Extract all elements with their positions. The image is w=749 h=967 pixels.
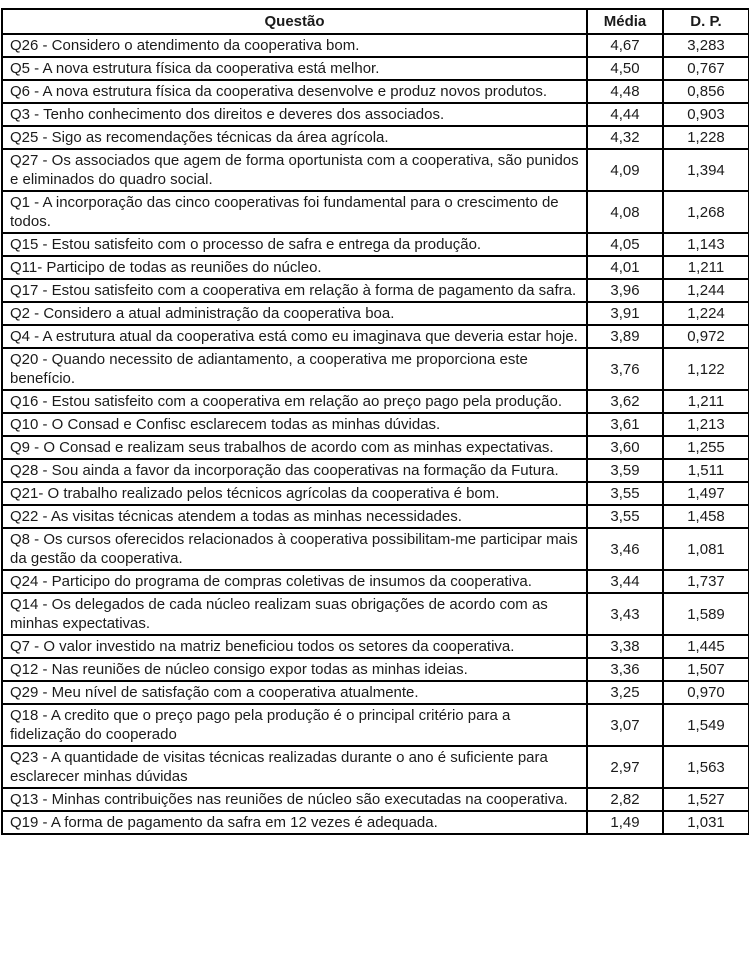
cell-dp: 1,511 <box>663 459 749 482</box>
cell-question: Q11- Participo de todas as reuniões do núcleo. <box>2 256 587 279</box>
cell-media: 3,91 <box>587 302 663 325</box>
cell-question: Q25 - Sigo as recomendações técnicas da área agrícola. <box>2 126 587 149</box>
cell-dp: 0,970 <box>663 681 749 704</box>
cell-dp: 1,458 <box>663 505 749 528</box>
cell-dp: 1,445 <box>663 635 749 658</box>
cell-question: Q23 - A quantidade de visitas técnicas realizadas durante o ano é suficiente para esclarecer minhas dúvidas <box>2 746 587 788</box>
table-row <box>2 505 749 528</box>
cell-dp: 1,497 <box>663 482 749 505</box>
cell-media: 3,36 <box>587 658 663 681</box>
cell-dp: 3,283 <box>663 34 749 57</box>
cell-media: 4,44 <box>587 103 663 126</box>
table-row <box>2 482 749 505</box>
cell-question: Q5 - A nova estrutura física da cooperativa está melhor. <box>2 57 587 80</box>
cell-question: Q2 - Considero a atual administração da cooperativa boa. <box>2 302 587 325</box>
table-row <box>2 348 749 390</box>
cell-media: 4,67 <box>587 34 663 57</box>
table-row <box>2 459 749 482</box>
table-row <box>2 658 749 681</box>
cell-question: Q18 - A credito que o preço pago pela produção é o principal critério para a fidelização do cooperado <box>2 704 587 746</box>
cell-dp: 1,211 <box>663 256 749 279</box>
column-header-media: Média <box>587 9 663 34</box>
cell-media: 3,76 <box>587 348 663 390</box>
table-row <box>2 302 749 325</box>
cell-question: Q19 - A forma de pagamento da safra em 12 vezes é adequada. <box>2 811 587 834</box>
cell-media: 3,25 <box>587 681 663 704</box>
cell-question: Q8 - Os cursos oferecidos relacionados à cooperativa possibilitam-me participar mais da gestão da cooperativa. <box>2 528 587 570</box>
table-row <box>2 681 749 704</box>
cell-question: Q22 - As visitas técnicas atendem a todas as minhas necessidades. <box>2 505 587 528</box>
table-row <box>2 325 749 348</box>
survey-stats-table <box>1 8 749 835</box>
cell-media: 4,05 <box>587 233 663 256</box>
column-header-dp: D. P. <box>663 9 749 34</box>
cell-question: Q6 - A nova estrutura física da cooperativa desenvolve e produz novos produtos. <box>2 80 587 103</box>
cell-question: Q27 - Os associados que agem de forma oportunista com a cooperativa, são punidos e eliminados do quadro social. <box>2 149 587 191</box>
cell-dp: 1,527 <box>663 788 749 811</box>
cell-question: Q17 - Estou satisfeito com a cooperativa em relação à forma de pagamento da safra. <box>2 279 587 302</box>
cell-question: Q9 - O Consad e realizam seus trabalhos de acordo com as minhas expectativas. <box>2 436 587 459</box>
cell-media: 3,38 <box>587 635 663 658</box>
cell-media: 3,96 <box>587 279 663 302</box>
cell-dp: 1,228 <box>663 126 749 149</box>
table-row <box>2 788 749 811</box>
cell-media: 4,32 <box>587 126 663 149</box>
cell-question: Q4 - A estrutura atual da cooperativa está como eu imaginava que deveria estar hoje. <box>2 325 587 348</box>
table-row <box>2 256 749 279</box>
table-row <box>2 746 749 788</box>
cell-question: Q10 - O Consad e Confisc esclarecem todas as minhas dúvidas. <box>2 413 587 436</box>
table-row <box>2 811 749 834</box>
table-row <box>2 528 749 570</box>
cell-media: 2,97 <box>587 746 663 788</box>
cell-question: Q14 - Os delegados de cada núcleo realizam suas obrigações de acordo com as minhas expectativas. <box>2 593 587 635</box>
column-header-question: Questão <box>2 9 587 34</box>
cell-media: 4,08 <box>587 191 663 233</box>
cell-dp: 1,122 <box>663 348 749 390</box>
cell-question: Q12 - Nas reuniões de núcleo consigo expor todas as minhas ideias. <box>2 658 587 681</box>
cell-dp: 0,903 <box>663 103 749 126</box>
cell-dp: 1,081 <box>663 528 749 570</box>
cell-media: 3,59 <box>587 459 663 482</box>
table-header <box>2 9 749 34</box>
cell-question: Q28 - Sou ainda a favor da incorporação das cooperativas na formação da Futura. <box>2 459 587 482</box>
cell-media: 3,62 <box>587 390 663 413</box>
cell-dp: 1,268 <box>663 191 749 233</box>
table-row <box>2 34 749 57</box>
cell-media: 1,49 <box>587 811 663 834</box>
table-row <box>2 126 749 149</box>
table-row <box>2 635 749 658</box>
cell-dp: 1,394 <box>663 149 749 191</box>
cell-dp: 1,143 <box>663 233 749 256</box>
table-row <box>2 80 749 103</box>
table-row <box>2 570 749 593</box>
cell-question: Q29 - Meu nível de satisfação com a cooperativa atualmente. <box>2 681 587 704</box>
cell-media: 4,50 <box>587 57 663 80</box>
cell-media: 3,89 <box>587 325 663 348</box>
cell-dp: 1,255 <box>663 436 749 459</box>
table-row <box>2 413 749 436</box>
cell-question: Q1 - A incorporação das cinco cooperativas foi fundamental para o crescimento de todos. <box>2 191 587 233</box>
cell-question: Q7 - O valor investido na matriz beneficiou todos os setores da cooperativa. <box>2 635 587 658</box>
cell-dp: 1,213 <box>663 413 749 436</box>
cell-dp: 1,549 <box>663 704 749 746</box>
cell-media: 3,07 <box>587 704 663 746</box>
cell-question: Q20 - Quando necessito de adiantamento, a cooperativa me proporciona este benefício. <box>2 348 587 390</box>
cell-question: Q21- O trabalho realizado pelos técnicos agrícolas da cooperativa é bom. <box>2 482 587 505</box>
cell-question: Q26 - Considero o atendimento da cooperativa bom. <box>2 34 587 57</box>
table-body <box>2 34 749 834</box>
table-row <box>2 390 749 413</box>
cell-dp: 1,244 <box>663 279 749 302</box>
header-row <box>2 9 749 34</box>
cell-media: 3,43 <box>587 593 663 635</box>
cell-media: 3,46 <box>587 528 663 570</box>
cell-question: Q16 - Estou satisfeito com a cooperativa em relação ao preço pago pela produção. <box>2 390 587 413</box>
cell-question: Q13 - Minhas contribuições nas reuniões de núcleo são executadas na cooperativa. <box>2 788 587 811</box>
cell-media: 3,44 <box>587 570 663 593</box>
table-row <box>2 149 749 191</box>
cell-dp: 0,856 <box>663 80 749 103</box>
cell-media: 3,55 <box>587 482 663 505</box>
cell-media: 2,82 <box>587 788 663 811</box>
table-row <box>2 436 749 459</box>
cell-dp: 1,737 <box>663 570 749 593</box>
cell-question: Q24 - Participo do programa de compras coletivas de insumos da cooperativa. <box>2 570 587 593</box>
cell-media: 3,61 <box>587 413 663 436</box>
cell-dp: 1,589 <box>663 593 749 635</box>
cell-media: 3,55 <box>587 505 663 528</box>
cell-dp: 0,767 <box>663 57 749 80</box>
table-row <box>2 279 749 302</box>
cell-question: Q15 - Estou satisfeito com o processo de safra e entrega da produção. <box>2 233 587 256</box>
table-row <box>2 191 749 233</box>
table-row <box>2 593 749 635</box>
cell-dp: 1,563 <box>663 746 749 788</box>
table-row <box>2 57 749 80</box>
cell-dp: 0,972 <box>663 325 749 348</box>
cell-media: 4,48 <box>587 80 663 103</box>
cell-dp: 1,507 <box>663 658 749 681</box>
cell-media: 4,09 <box>587 149 663 191</box>
cell-media: 3,60 <box>587 436 663 459</box>
table-row <box>2 233 749 256</box>
cell-dp: 1,224 <box>663 302 749 325</box>
table-row <box>2 103 749 126</box>
cell-dp: 1,211 <box>663 390 749 413</box>
cell-media: 4,01 <box>587 256 663 279</box>
cell-dp: 1,031 <box>663 811 749 834</box>
cell-question: Q3 - Tenho conhecimento dos direitos e deveres dos associados. <box>2 103 587 126</box>
table-row <box>2 704 749 746</box>
